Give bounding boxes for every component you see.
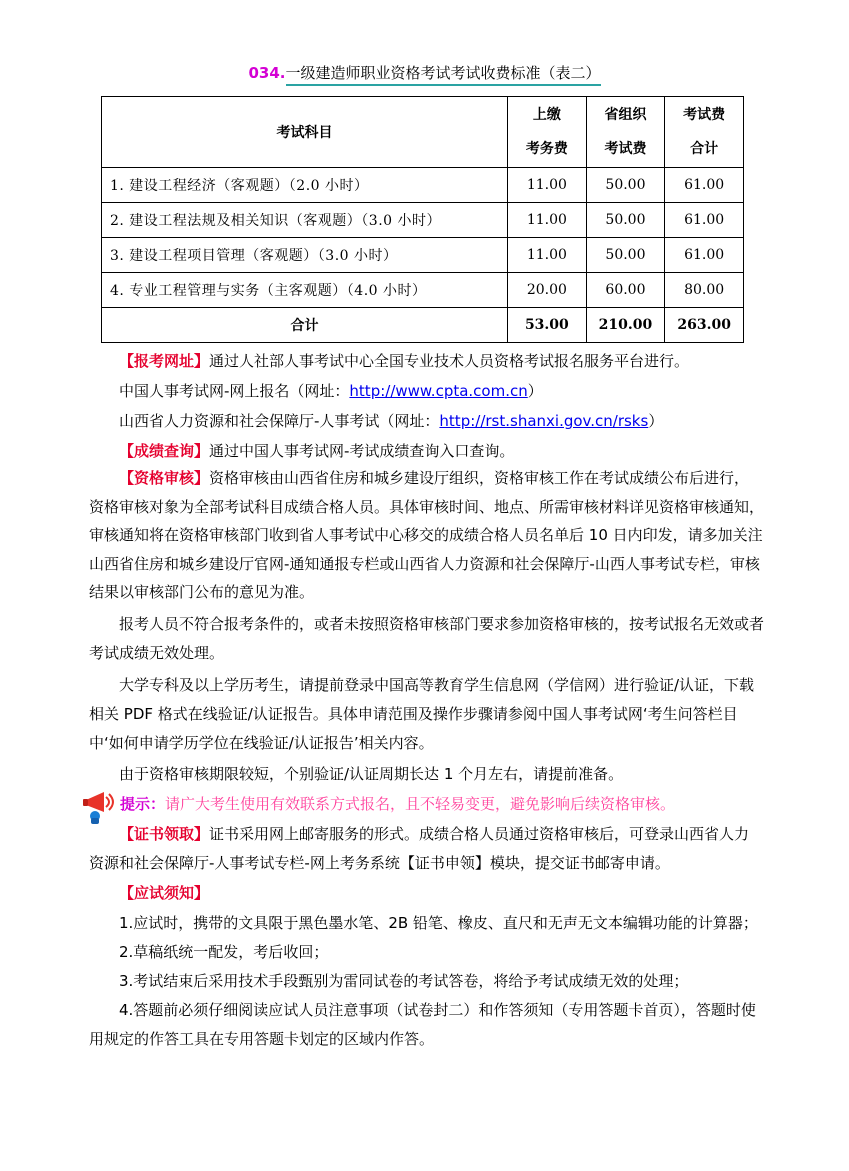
header-service-fee-line2: 考务费 <box>525 141 568 157</box>
shanxi-rst-link[interactable]: http://rst.shanxi.gov.cn/rsks <box>439 412 649 430</box>
header-province-fee-line1: 省组织 <box>604 107 647 123</box>
review-p3: 大学专科及以上学历考生，请提前登录中国高等教育学生信息网（学信网）进行验证/认证，下载相关 PDF 格式在线验证/认证报告。具体申请范围及操作步骤请参阅中国人事考试网‘考生问答栏目中‘如何申请学历学位在线验证/认证报告’相关内容。 <box>89 676 755 752</box>
row-province-fee: 50.00 <box>586 203 665 238</box>
score-paragraph <box>89 437 764 465</box>
total-province-fee: 210.00 <box>586 308 665 343</box>
row-subject: 4. 专业工程管理与实务（主客观题）（4.0 小时） <box>102 273 508 308</box>
fee-table <box>101 96 744 343</box>
row-subject: 2. 建设工程法规及相关知识（客观题）（3.0 小时） <box>102 203 508 238</box>
header-service-fee <box>508 97 587 168</box>
site1-prefix: 中国人事考试网-网上报名（网址： <box>119 382 350 400</box>
header-province-fee <box>586 97 665 168</box>
site2-prefix: 山西省人力资源和社会保障厅-人事考试（网址： <box>119 412 440 430</box>
row-subject: 3. 建设工程项目管理（客观题）（3.0 小时） <box>102 238 508 273</box>
total-fee-sum: 263.00 <box>665 308 744 343</box>
title-number: 034. <box>248 64 286 82</box>
row-service-fee: 20.00 <box>508 273 587 308</box>
table-row <box>102 273 744 308</box>
total-label: 合计 <box>102 308 508 343</box>
exam-note-2: 2.草稿纸统一配发，考后收回； <box>119 943 329 961</box>
site1-suffix: ） <box>527 382 543 400</box>
row-subject: 1. 建设工程经济（客观题）（2.0 小时） <box>102 168 508 203</box>
row-province-fee: 50.00 <box>586 238 665 273</box>
row-total-fee: 61.00 <box>665 238 744 273</box>
exam-note-item <box>89 909 764 937</box>
tip-text: 请广大考生使用有效联系方式报名，且不轻易变更，避免影响后续资格审核。 <box>165 795 676 813</box>
certificate-label: 【证书领取】 <box>119 825 210 843</box>
register-paragraph <box>89 347 764 375</box>
exam-notes-heading <box>89 879 764 907</box>
register-text: 通过人社部人事考试中心全国专业技术人员资格考试报名服务平台进行。 <box>209 352 690 370</box>
tip-paragraph <box>120 790 770 818</box>
table-row <box>102 203 744 238</box>
review-p2: 报考人员不符合报考条件的，或者未按照资格审核部门要求参加资格审核的，按考试报名无效或者考试成绩无效处理。 <box>89 615 765 662</box>
review-label: 【资格审核】 <box>119 469 210 487</box>
exam-note-item <box>89 996 764 1054</box>
exam-note-item <box>89 967 764 995</box>
register-label: 【报考网址】 <box>119 352 210 370</box>
total-service-fee: 53.00 <box>508 308 587 343</box>
megaphone-icon <box>82 790 118 824</box>
score-label: 【成绩查询】 <box>119 442 210 460</box>
page-title <box>0 62 849 83</box>
table-row <box>102 168 744 203</box>
row-service-fee: 11.00 <box>508 168 587 203</box>
row-total-fee: 61.00 <box>665 168 744 203</box>
review-text: 资格审核由山西省住房和城乡建设厅组织，资格审核工作在考试成绩公布后进行，资格审核对象为全部考试科目成绩合格人员。具体审核时间、地点、所需审核材料详见资格审核通知，审核通知将在资格审核部门收到省人事考试中心移交的成绩合格人员名单后 10 日内印发，请多加关注山西省住房和城乡建设厅官网-通知通报专栏或山西省人力资源和社会保障厅-山西人事考试专栏，审核结果以审核部门公布的意见为准。 <box>89 469 765 601</box>
review-paragraph <box>89 464 764 607</box>
title-text: 一级建造师职业资格考试考试收费标准（表二） <box>286 64 601 86</box>
exam-note-3: 3.考试结束后采用技术手段甄别为雷同试卷的考试答卷，将给予考试成绩无效的处理； <box>119 972 689 990</box>
row-total-fee: 61.00 <box>665 203 744 238</box>
exam-note-item <box>89 938 764 966</box>
row-province-fee: 50.00 <box>586 168 665 203</box>
header-service-fee-line1: 上缴 <box>532 107 561 123</box>
table-header-row <box>102 97 744 168</box>
header-total-fee-line2: 合计 <box>690 141 719 157</box>
site2-suffix: ） <box>648 412 664 430</box>
cpta-link[interactable]: http://www.cpta.com.cn <box>349 382 528 400</box>
register-site2 <box>89 407 764 435</box>
certificate-text: 证书采用网上邮寄服务的形式。成绩合格人员通过资格审核后，可登录山西省人力资源和社会保障厅-人事考试专栏-网上考务系统【证书申领】模块，提交证书邮寄申请。 <box>89 825 750 872</box>
row-total-fee: 80.00 <box>665 273 744 308</box>
certificate-paragraph <box>89 820 764 878</box>
row-service-fee: 11.00 <box>508 238 587 273</box>
exam-note-1: 1.应试时，携带的文具限于黑色墨水笔、2B 铅笔、橡皮、直尺和无声无文本编辑功能的计算器； <box>119 914 758 932</box>
review-paragraph-3 <box>89 671 764 758</box>
exam-note-4: 4.答题前必须仔细阅读应试人员注意事项（试卷封二）和作答须知（专用答题卡首页），答题时使用规定的作答工具在专用答题卡划定的区域内作答。 <box>89 1001 756 1048</box>
header-province-fee-line2: 考试费 <box>604 141 647 157</box>
review-p4: 由于资格审核期限较短，个别验证/认证周期长达 1 个月左右，请提前准备。 <box>119 765 624 783</box>
review-paragraph-2 <box>89 610 764 668</box>
review-paragraph-4 <box>89 760 764 788</box>
exam-notes-label: 【应试须知】 <box>119 884 210 902</box>
register-site1 <box>89 377 764 405</box>
header-subject: 考试科目 <box>102 97 508 168</box>
tip-label: 提示： <box>120 795 166 813</box>
row-province-fee: 60.00 <box>586 273 665 308</box>
header-total-fee-line1: 考试费 <box>683 107 726 123</box>
header-total-fee <box>665 97 744 168</box>
row-service-fee: 11.00 <box>508 203 587 238</box>
score-text: 通过中国人事考试网-考试成绩查询入口查询。 <box>209 442 515 460</box>
table-total-row <box>102 308 744 343</box>
table-row <box>102 238 744 273</box>
